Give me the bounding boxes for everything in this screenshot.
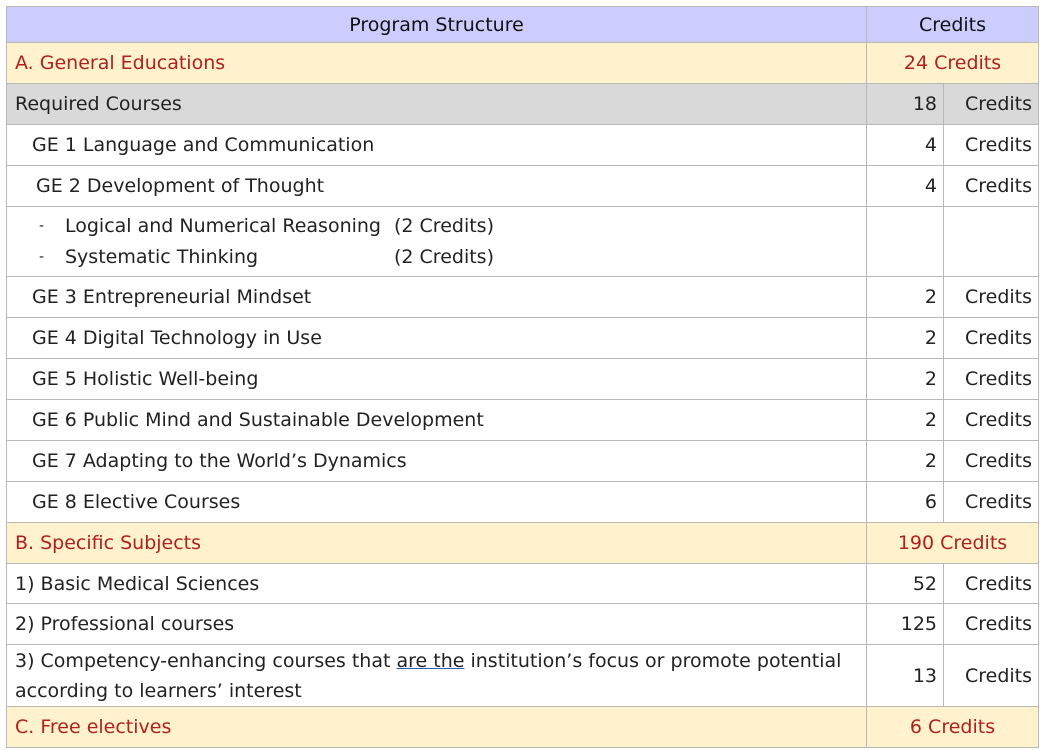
ge-label: GE 7 Adapting to the World’s Dynamics: [7, 441, 867, 482]
required-label: Required Courses: [7, 84, 867, 125]
table-row: [7, 277, 1039, 318]
b-item-unit: Credits: [944, 604, 1039, 645]
table-row: [7, 166, 1039, 207]
b3-prefix: 3) Competency-enhancing courses that: [15, 649, 397, 672]
ge-unit: Credits: [944, 482, 1039, 523]
ge-label: GE 6 Public Mind and Sustainable Development: [7, 400, 867, 441]
ge-num: 2: [867, 318, 944, 359]
section-a-row: [7, 43, 1039, 84]
b-item-num: 52: [867, 564, 944, 604]
table-row: [7, 645, 1039, 707]
subitem-credits: (2 Credits): [394, 245, 494, 268]
b-item-label: 2) Professional courses: [7, 604, 867, 645]
subitem-name: Systematic Thinking: [65, 245, 259, 268]
ge-num: 2: [867, 359, 944, 400]
section-c-credits: 6 Credits: [867, 707, 1039, 748]
b3-num: 13: [867, 645, 944, 707]
b-item-num: 125: [867, 604, 944, 645]
ge-label: GE 5 Holistic Well-being: [7, 359, 867, 400]
b-item-label: 1) Basic Medical Sciences: [7, 564, 867, 604]
ge-label: GE 4 Digital Technology in Use: [7, 318, 867, 359]
section-c-label: C. Free electives: [7, 707, 867, 748]
required-courses-row: [7, 84, 1039, 125]
table-row: [7, 441, 1039, 482]
table-row: [7, 318, 1039, 359]
section-b-label: B. Specific Subjects: [7, 523, 867, 564]
section-b-credits: 190 Credits: [867, 523, 1039, 564]
b3-label: [7, 645, 867, 707]
b3-unit: Credits: [944, 645, 1039, 707]
ge2-subitems-row: [7, 207, 1039, 277]
section-b-row: [7, 523, 1039, 564]
ge-num: 6: [867, 482, 944, 523]
list-item: [39, 242, 858, 273]
list-item: [39, 211, 858, 242]
ge-label: GE 1 Language and Communication: [7, 125, 867, 166]
ge-unit: Credits: [944, 441, 1039, 482]
bullet-dash: -: [39, 217, 45, 234]
program-structure-table: [6, 6, 1039, 748]
ge-num: 4: [867, 166, 944, 207]
empty-cell: [944, 207, 1039, 277]
empty-cell: [867, 207, 944, 277]
ge-num: 2: [867, 441, 944, 482]
header-structure: Program Structure: [7, 7, 867, 43]
ge-num: 2: [867, 400, 944, 441]
ge-num: 4: [867, 125, 944, 166]
subitem-name: Logical and Numerical Reasoning: [65, 214, 381, 237]
table-row: [7, 564, 1039, 604]
ge-unit: Credits: [944, 359, 1039, 400]
table-row: [7, 604, 1039, 645]
subitem-credits: (2 Credits): [394, 214, 494, 237]
ge-label: GE 2 Development of Thought: [7, 166, 867, 207]
ge-label: GE 3 Entrepreneurial Mindset: [7, 277, 867, 318]
ge-unit: Credits: [944, 166, 1039, 207]
ge-num: 2: [867, 277, 944, 318]
ge-label: GE 8 Elective Courses: [7, 482, 867, 523]
ge-unit: Credits: [944, 277, 1039, 318]
b-item-unit: Credits: [944, 564, 1039, 604]
table-row: [7, 482, 1039, 523]
header-credits: Credits: [867, 7, 1039, 43]
bullet-dash: -: [39, 248, 45, 265]
table-row: [7, 359, 1039, 400]
section-c-row: [7, 707, 1039, 748]
ge-unit: Credits: [944, 318, 1039, 359]
section-a-credits: 24 Credits: [867, 43, 1039, 84]
ge-unit: Credits: [944, 125, 1039, 166]
header-row: [7, 7, 1039, 43]
ge2-subitems: [7, 207, 867, 277]
table-row: [7, 400, 1039, 441]
table-row: [7, 125, 1039, 166]
ge-unit: Credits: [944, 400, 1039, 441]
b3-suffix: institution’s focus or promote potential according to learners’ interest: [15, 649, 842, 702]
b3-underlined-text: are the: [396, 649, 465, 672]
required-num: 18: [867, 84, 944, 125]
section-a-label: A. General Educations: [7, 43, 867, 84]
required-unit: Credits: [944, 84, 1039, 125]
